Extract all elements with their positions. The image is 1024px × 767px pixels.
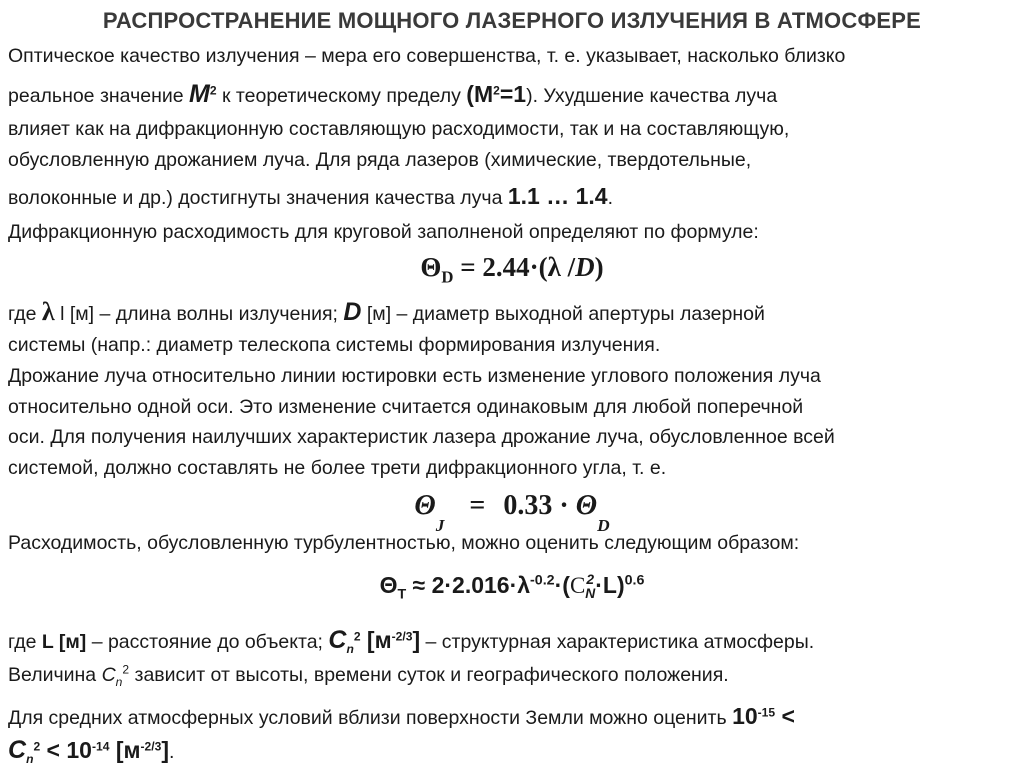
text-line: Расходимость, обусловленную турбулентностью, можно оценить следующим образом: bbox=[8, 532, 800, 554]
text-line bbox=[8, 297, 765, 326]
text-segment: . bbox=[169, 741, 175, 763]
text-line: Оптическое качество излучения – мера его совершенства, т. е. указывает, насколько близко bbox=[8, 45, 846, 67]
formula-text: / bbox=[560, 252, 576, 282]
text-segment: где bbox=[8, 631, 42, 653]
text-segment: l [м] – длина волны излучения; bbox=[54, 303, 344, 325]
formula-turbulence bbox=[0, 572, 1024, 601]
subscript: D bbox=[597, 515, 610, 535]
lower-bound: 10 bbox=[732, 703, 758, 729]
superscript: 0.6 bbox=[624, 572, 645, 589]
theta-symbol: Θ bbox=[414, 490, 436, 521]
text-line: системой, должно составлять не более трети дифракционного угла, т. е. bbox=[8, 457, 667, 479]
superscript: -2/3 bbox=[140, 739, 162, 754]
superscript: -14 bbox=[91, 739, 110, 754]
text-segment: Величина bbox=[8, 664, 102, 686]
theta-symbol: Θ bbox=[379, 572, 398, 598]
subscript: T bbox=[397, 586, 407, 603]
subscript: n bbox=[26, 751, 34, 766]
superscript: 2 bbox=[353, 629, 361, 644]
unit: ] bbox=[412, 627, 421, 653]
superscript: 2 bbox=[493, 83, 500, 98]
superscript: -2/3 bbox=[391, 629, 413, 644]
superscript: -15 bbox=[757, 705, 776, 720]
text-segment: – структурная характеристика атмосферы. bbox=[420, 631, 815, 653]
text-line: системы (напр.: диаметр телескопа системы формирования излучения. bbox=[8, 334, 661, 356]
text-segment: Для средних атмосферных условий вблизи поверхности Земли можно оценить bbox=[8, 707, 733, 729]
beam-quality-range: 1.1 … 1.4 bbox=[507, 183, 608, 209]
superscript: 2 bbox=[33, 739, 41, 754]
cn-symbol: C bbox=[569, 573, 586, 598]
superscript: 2 bbox=[209, 83, 217, 98]
text-segment: [м] – диаметр выходной апертуры лазерной bbox=[361, 303, 765, 325]
text-line bbox=[8, 704, 795, 730]
text-line bbox=[8, 184, 613, 210]
text-segment: – расстояние до объекта; bbox=[86, 631, 329, 653]
cn-indices bbox=[585, 573, 595, 601]
text-segment: где bbox=[8, 303, 42, 325]
text-segment: к теоретическому пределу bbox=[216, 85, 467, 107]
theta-symbol: Θ bbox=[420, 252, 442, 282]
text-line: Дрожание луча относительно линии юстировки есть изменение углового положения луча bbox=[8, 365, 821, 387]
text-line bbox=[8, 82, 777, 108]
formula-text: ·( bbox=[554, 572, 570, 598]
unit: ] bbox=[161, 737, 169, 763]
formula-text: ·L) bbox=[595, 572, 625, 598]
d-symbol: D bbox=[575, 252, 595, 282]
text-line: влияет как на дифракционную составляющую расходимости, так и на составляющую, bbox=[8, 118, 790, 140]
d-symbol: D bbox=[343, 298, 362, 326]
text-line bbox=[8, 628, 814, 654]
formula-jitter bbox=[0, 490, 1024, 535]
less-than: < bbox=[775, 703, 795, 729]
formula-text: = 2.44·( bbox=[453, 252, 548, 282]
limit-value: =1 bbox=[499, 81, 527, 107]
text-line bbox=[8, 663, 729, 687]
subscript: D bbox=[441, 267, 454, 287]
lambda-symbol: λ bbox=[41, 297, 55, 326]
text-line: обусловленную дрожанием луча. Для ряда лазеров (химические, твердотельные, bbox=[8, 149, 752, 171]
m-symbol: M bbox=[189, 80, 210, 108]
text-segment: ). Ухудшение качества луча bbox=[526, 85, 778, 107]
text-line: оси. Для получения наилучших характеристик лазера дрожание луча, обусловленное всей bbox=[8, 426, 835, 448]
formula-diffraction bbox=[0, 252, 1024, 287]
cn-symbol: C bbox=[101, 664, 116, 686]
subscript: n bbox=[346, 641, 354, 656]
unit: [м bbox=[109, 737, 141, 763]
m-squared-limit: (M bbox=[466, 81, 494, 107]
text-line bbox=[8, 738, 174, 764]
upper-bound: < 10 bbox=[40, 737, 92, 763]
text-segment: реальное значение bbox=[8, 85, 190, 107]
cn-symbol: C bbox=[8, 736, 27, 764]
equals-sign: = bbox=[469, 490, 486, 521]
text-segment: зависит от высоты, времени суток и географического положения. bbox=[129, 664, 729, 686]
superscript: 2 bbox=[586, 572, 595, 588]
formula-text: ) bbox=[594, 252, 604, 282]
subscript: N bbox=[585, 585, 596, 601]
cn-symbol: C bbox=[328, 626, 347, 654]
text-segment: волоконные и др.) достигнуты значения качества луча bbox=[8, 187, 508, 209]
superscript: 2 bbox=[122, 662, 130, 677]
lambda-symbol: λ bbox=[547, 252, 561, 282]
theta-symbol: Θ bbox=[575, 490, 598, 521]
unit: [м bbox=[360, 627, 392, 653]
subscript: J bbox=[435, 515, 445, 535]
formula-text: ≈ 2·2.016·λ bbox=[406, 572, 531, 598]
text-line: относительно одной оси. Это изменение считается одинаковым для любой поперечной bbox=[8, 396, 804, 418]
slide-title: РАСПРОСТРАНЕНИЕ МОЩНОГО ЛАЗЕРНОГО ИЗЛУЧЕНИЯ В АТМОСФЕРЕ bbox=[102, 8, 922, 33]
text-segment: . bbox=[607, 187, 614, 209]
distance-symbol: L [м] bbox=[41, 631, 87, 653]
text-line: Дифракционную расходимость для круговой заполненой определяют по формуле: bbox=[8, 221, 759, 243]
coefficient: 0.33 · bbox=[503, 490, 569, 521]
superscript: -0.2 bbox=[530, 572, 555, 589]
subscript: n bbox=[115, 674, 123, 689]
